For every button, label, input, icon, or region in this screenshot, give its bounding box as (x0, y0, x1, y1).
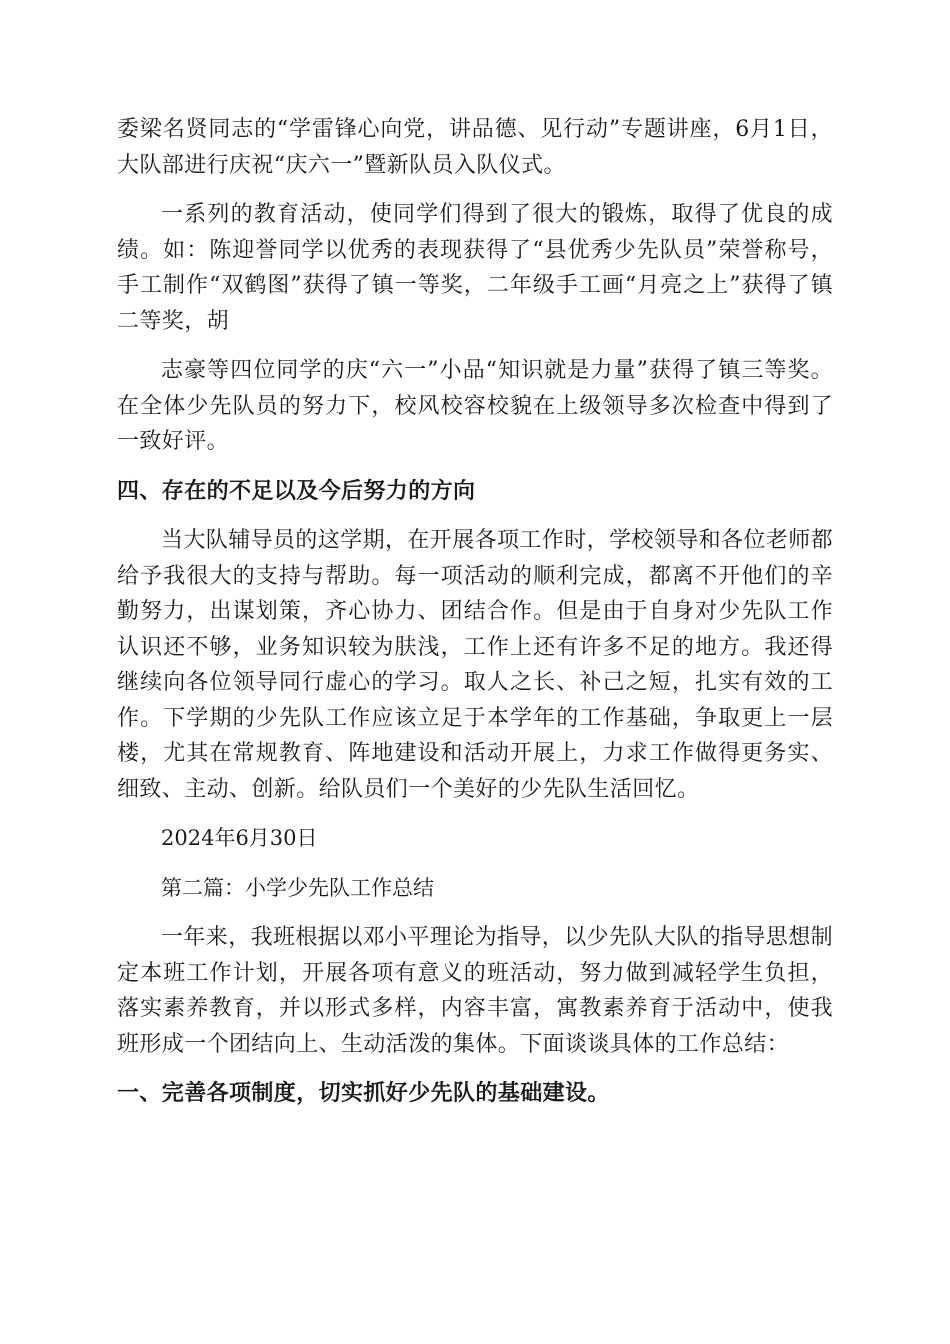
second-article-title: 第二篇：小学少先队工作总结 (161, 875, 434, 900)
paragraph-class-summary: 一年来，我班根据以邓小平理论为指导，以少先队大队的指导思想制定本班工作计划，开展各项有意义的班活动，努力做到减轻学生负担，落实素养教育，并以形式多样，内容丰富，寓教素养育于活动中，使我班形成一个团结向上、生动活泼的集体。下面谈谈具体的工作总结： (117, 925, 834, 1057)
paragraph-reflection: 当大队辅导员的这学期，在开展各项工作时，学校领导和各位老师都给予我很大的支持与帮助。每一项活动的顺利完成，都离不开他们的辛勤努力，出谋划策，齐心协力、团结合作。但是由于自身对少先队工作认识还不够，业务知识较为肤浅，工作上还有许多不足的地方。我还得继续向各位领导同行虚心的学习。取人之长、补己之短，扎实有效的工作。下学期的少先队工作应该立足于本学年的工作基础，争取更上一层楼，尤其在常规教育、阵地建设和活动开展上，力求工作做得更务实、细致、主动、创新。给队员们一个美好的少先队生活回忆。 (117, 528, 834, 802)
section-heading-systems: 一、完善各项制度，切实抓好少先队的基础建设。 (117, 1080, 610, 1106)
paragraph-achievements: 一系列的教育活动，使同学们得到了很大的锻炼，取得了优良的成绩。如：陈迎誉同学以优秀的表现获得了“县优秀少先队员”荣誉称号，手工制作“双鹤图”获得了镇一等奖，二年级手工画“月亮之上”获得了镇二等奖，胡 (117, 202, 833, 334)
paragraph-achievements-continued: 志豪等四位同学的庆“六一”小品“知识就是力量”获得了镇三等奖。在全体少先队员的努力下，校风校容校貌在上级领导多次检查中得到了一致好评。 (117, 358, 833, 454)
document-page (117, 112, 833, 1126)
paragraph-activities-end: 委梁名贤同志的“学雷锋心向党，讲品德、见行动”专题讲座，6月1日，大队部进行庆祝“庆六一”暨新队员入队仪式。 (117, 117, 833, 178)
document-date: 2024年6月30日 (161, 826, 318, 850)
section-heading-shortcomings: 四、存在的不足以及今后努力的方向 (117, 477, 476, 504)
